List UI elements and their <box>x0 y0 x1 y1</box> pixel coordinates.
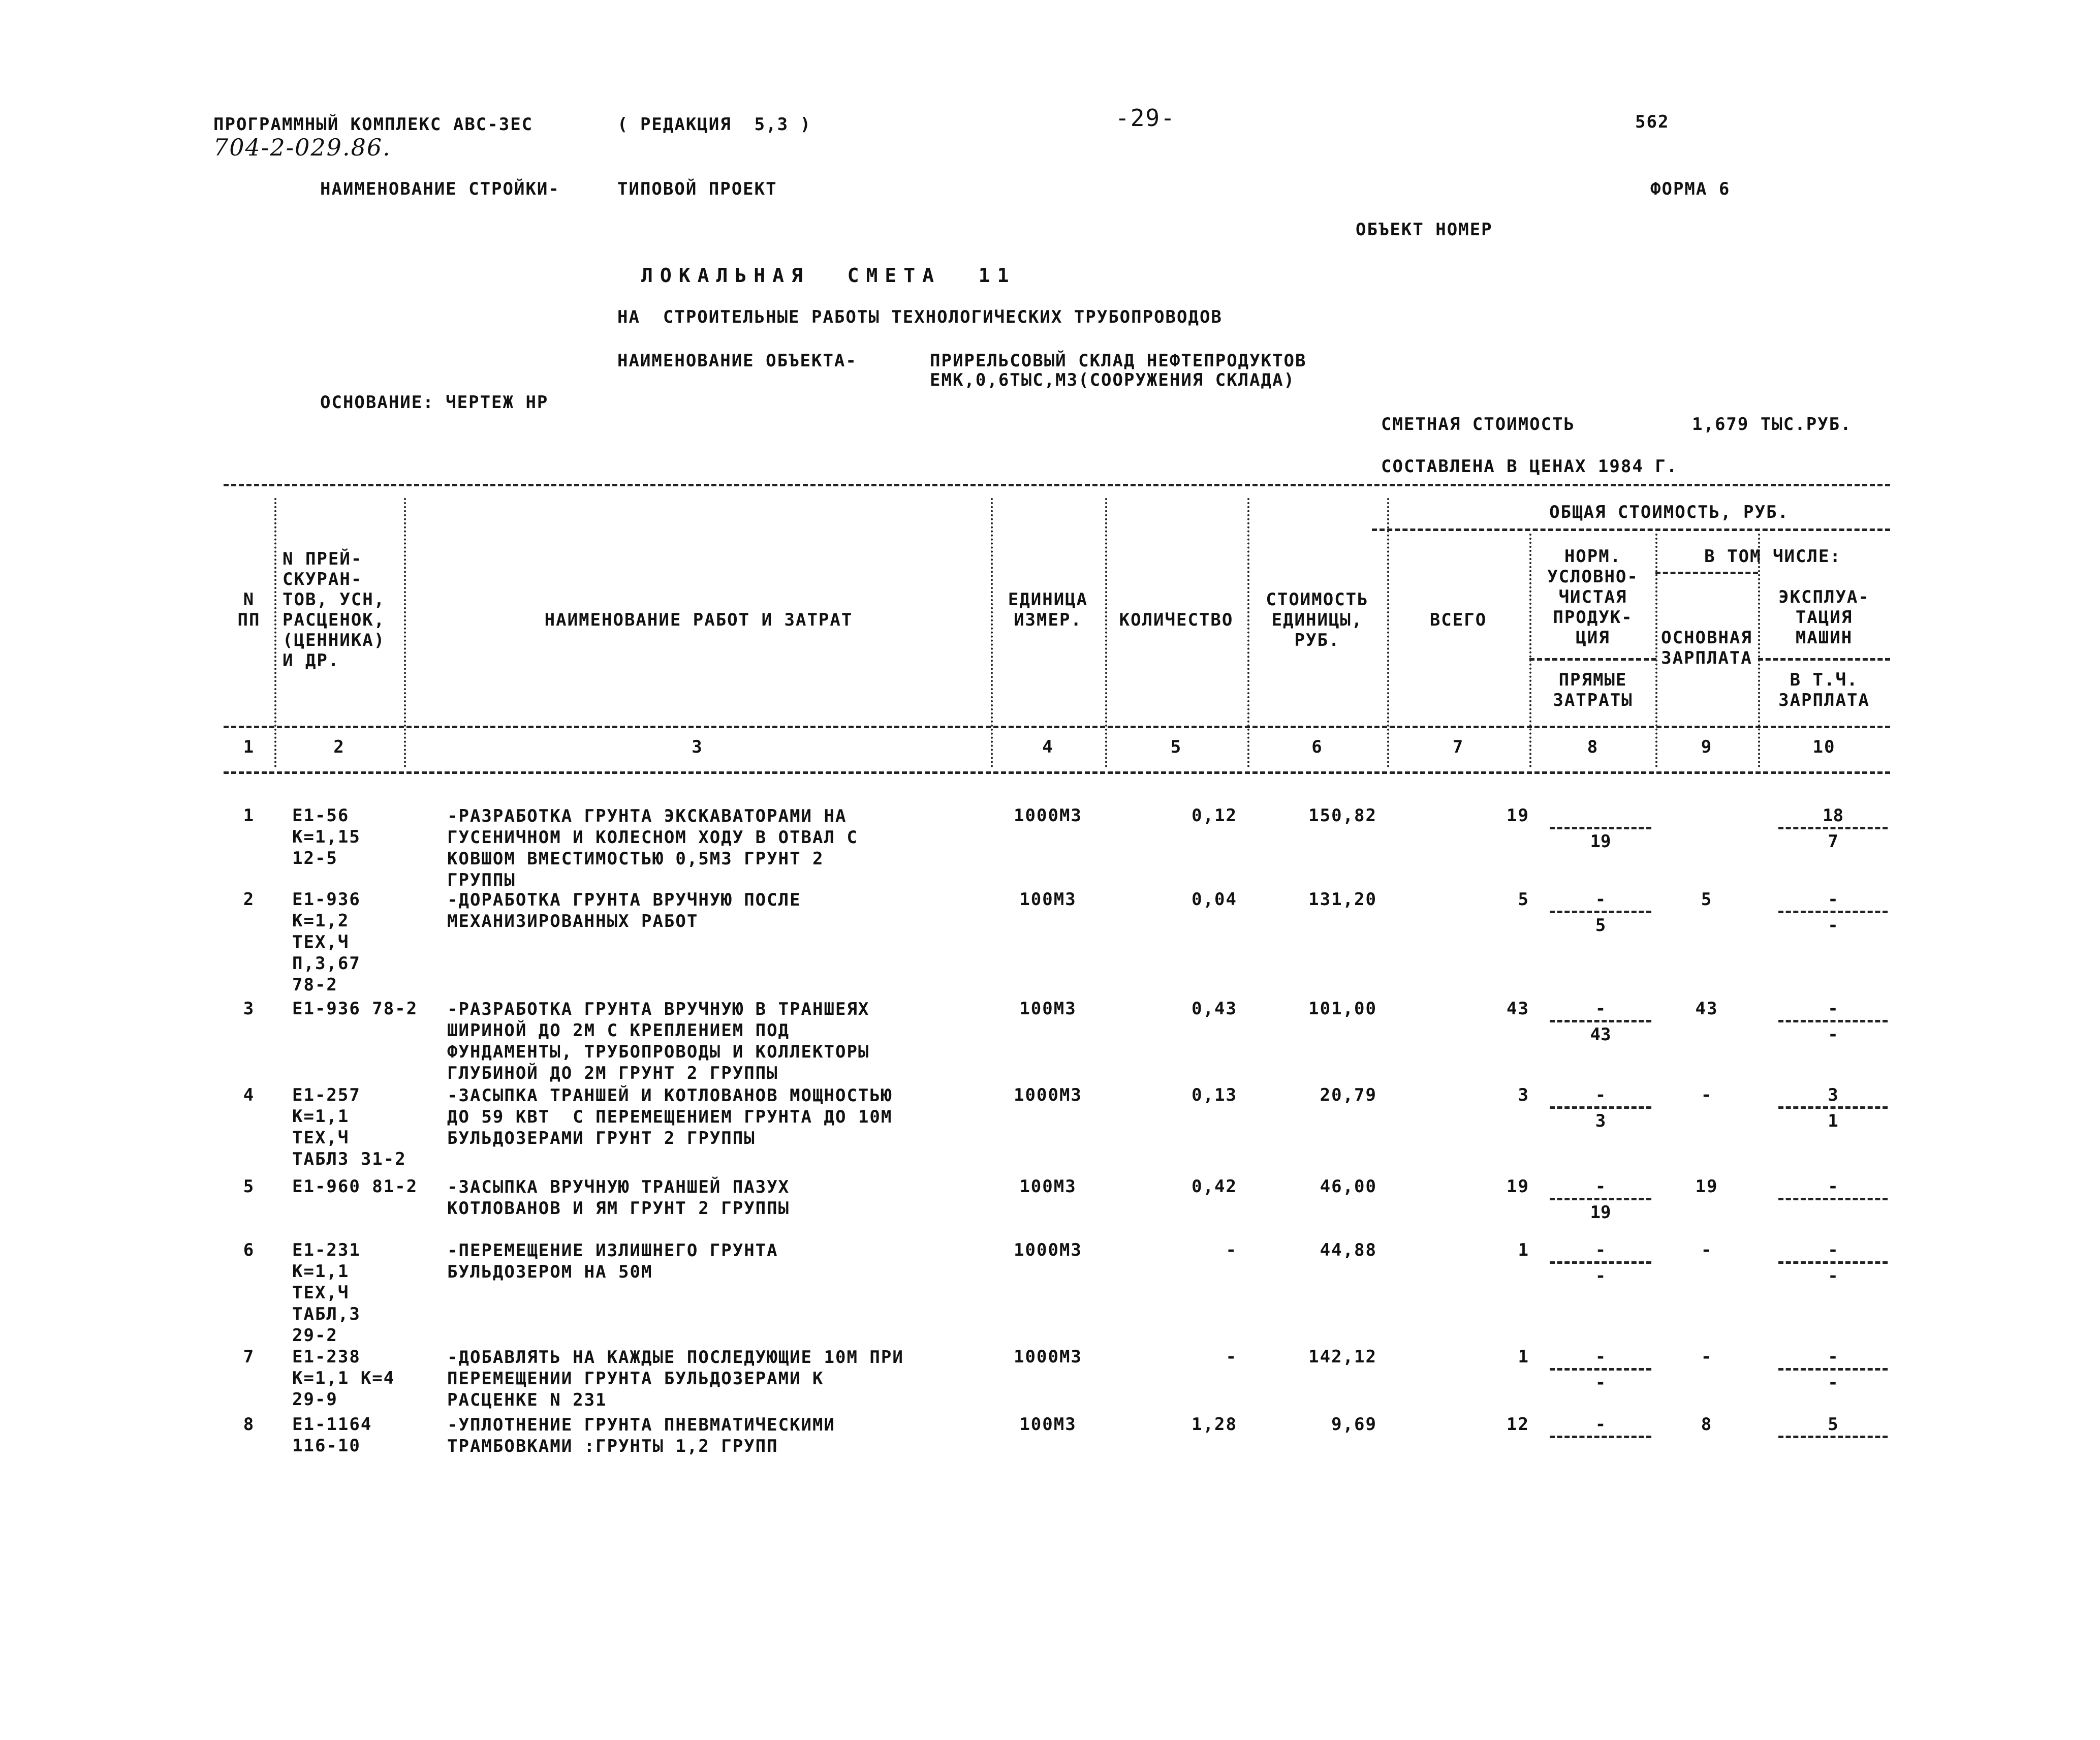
col10-header-line: ЭКСПЛУА- <box>1778 587 1870 607</box>
row-total: 19 <box>1507 1176 1529 1197</box>
col10-split-rule <box>1758 658 1890 661</box>
col8-header-line: ЧИСТАЯ <box>1558 587 1627 607</box>
row-quantity: 0,13 <box>1192 1085 1237 1105</box>
object-number: ОБЪЕКТ НОМЕР <box>1356 220 1493 240</box>
row-description: КОТЛОВАНОВ И ЯМ ГРУНТ 2 ГРУППЫ <box>447 1198 790 1219</box>
row-col10 <box>1778 1085 1888 1131</box>
row-code: К=1,1 К=4 <box>292 1368 395 1388</box>
total-cost-header: ОБЩАЯ СТОИМОСТЬ, РУБ. <box>1549 502 1789 522</box>
row-unit-price: 131,20 <box>1308 889 1377 910</box>
row-description: МЕХАНИЗИРОВАННЫХ РАБОТ <box>447 911 699 931</box>
row-col10-lower: - <box>1828 1266 1838 1286</box>
basis: ОСНОВАНИЕ: ЧЕРТЕЖ НР <box>320 392 549 413</box>
col-number: 8 <box>1587 737 1599 757</box>
row-base-salary: 5 <box>1701 889 1713 910</box>
row-col10-lower <box>1778 1202 1888 1223</box>
row-col10 <box>1778 1176 1888 1223</box>
row-col8-lower: 19 <box>1590 1202 1611 1223</box>
row-col8-divider <box>1550 1261 1651 1264</box>
col8-header-line: ЦИЯ <box>1576 628 1610 648</box>
row-code: Е1-257 <box>292 1085 361 1105</box>
row-col10-upper: - <box>1828 889 1838 910</box>
row-unit-price: 20,79 <box>1320 1085 1377 1105</box>
row-total: 19 <box>1507 805 1529 826</box>
row-unit: 100М3 <box>1019 1176 1077 1197</box>
row-col8-upper <box>1550 805 1651 826</box>
col2-header-line: N ПРЕЙ- <box>283 549 363 569</box>
row-col8 <box>1550 1414 1651 1461</box>
row-col8-divider <box>1550 911 1651 913</box>
row-number: 4 <box>243 1085 255 1105</box>
object-label: НАИМЕНОВАНИЕ ОБЪЕКТА- <box>617 351 857 371</box>
row-col10-divider <box>1778 1261 1888 1264</box>
row-col10-divider <box>1778 1106 1888 1109</box>
row-code: Е1-936 78-2 <box>292 999 418 1019</box>
col-number: 5 <box>1170 737 1182 757</box>
row-col10-lower: - <box>1828 1373 1838 1393</box>
col4-header-line: ИЗМЕР. <box>1014 610 1082 630</box>
row-col10-divider <box>1778 1436 1888 1438</box>
row-description: -ДОРАБОТКА ГРУНТА ВРУЧНУЮ ПОСЛЕ <box>447 890 801 910</box>
row-base-salary: - <box>1701 1240 1713 1260</box>
object-value-2: ЕМК,0,6ТЫС,М3(СООРУЖЕНИЯ СКЛАДА) <box>930 370 1296 390</box>
row-col8-lower: - <box>1595 1266 1606 1286</box>
col6-header-line: СТОИМОСТЬ <box>1266 589 1369 610</box>
col8-header-line: УСЛОВНО- <box>1547 567 1639 587</box>
col6-header-line: ЕДИНИЦЫ, <box>1271 610 1363 630</box>
row-code: 29-9 <box>292 1389 338 1410</box>
row-number: 7 <box>243 1347 255 1367</box>
row-code: 12-5 <box>292 848 338 868</box>
col8-header-line: ЗАТРАТЫ <box>1553 690 1633 710</box>
row-description: ГЛУБИНОЙ ДО 2М ГРУНТ 2 ГРУППЫ <box>447 1063 778 1083</box>
incl-rule <box>1655 572 1758 574</box>
row-col10-upper: - <box>1828 1347 1838 1367</box>
col3-header: НАИМЕНОВАНИЕ РАБОТ И ЗАТРАТ <box>544 610 853 630</box>
row-description: ГУСЕНИЧНОМ И КОЛЕСНОМ ХОДУ В ОТВАЛ С <box>447 827 858 848</box>
row-description: ПЕРЕМЕЩЕНИИ ГРУНТА БУЛЬДОЗЕРАМИ К <box>447 1369 824 1389</box>
row-col8-lower <box>1550 1440 1651 1461</box>
row-description: -ДОБАВЛЯТЬ НА КАЖДЫЕ ПОСЛЕДУЮЩИЕ 10М ПРИ <box>447 1347 904 1368</box>
row-col8-upper: - <box>1595 1240 1606 1260</box>
col-number: 10 <box>1812 737 1836 757</box>
construction-value: ТИПОВОЙ ПРОЕКТ <box>617 179 777 199</box>
col7-header: ВСЕГО <box>1429 610 1487 630</box>
row-description: ТРАМБОВКАМИ :ГРУНТЫ 1,2 ГРУПП <box>447 1436 778 1456</box>
row-col8-divider <box>1550 1368 1651 1371</box>
col10-header-line: В Т.Ч. <box>1790 670 1859 690</box>
estimated-cost-label: СМЕТНАЯ СТОИМОСТЬ <box>1381 414 1575 434</box>
row-number: 1 <box>243 805 255 826</box>
col-number: 9 <box>1701 737 1713 757</box>
row-number: 3 <box>243 999 255 1019</box>
row-code: К=1,2 <box>292 911 350 931</box>
col1-header-pp: ПП <box>237 610 261 630</box>
row-unit: 1000М3 <box>1014 1240 1082 1260</box>
row-col10-upper: 5 <box>1828 1414 1838 1435</box>
row-unit-price: 46,00 <box>1320 1176 1377 1197</box>
col-sep <box>1387 498 1389 767</box>
col9-header-line: ЗАРПЛАТА <box>1661 648 1752 668</box>
row-quantity: - <box>1226 1240 1237 1260</box>
row-base-salary: 8 <box>1701 1414 1713 1435</box>
row-description: -ЗАСЫПКА ТРАНШЕЙ И КОТЛОВАНОВ МОЩНОСТЬЮ <box>447 1085 893 1106</box>
row-code: Е1-1164 <box>292 1414 372 1435</box>
col2-header-line: ТОВ, УСН, <box>283 589 386 610</box>
row-col10 <box>1778 1414 1888 1461</box>
row-base-salary: 19 <box>1695 1176 1718 1197</box>
row-code: Е1-960 81-2 <box>292 1176 418 1197</box>
row-code: ТЕХ,Ч <box>292 1128 350 1148</box>
row-col8-lower: 43 <box>1590 1024 1611 1045</box>
row-col10-upper: - <box>1828 999 1838 1019</box>
col-number: 1 <box>243 737 255 757</box>
row-col10 <box>1778 999 1888 1045</box>
total-cost-rule <box>1372 529 1890 531</box>
row-col8-upper: - <box>1595 1085 1606 1105</box>
row-quantity: 0,04 <box>1192 889 1237 910</box>
row-col8-divider <box>1550 1198 1651 1200</box>
row-base-salary: - <box>1701 1347 1713 1367</box>
row-col10-divider <box>1778 827 1888 829</box>
row-col8-lower: 19 <box>1590 831 1611 852</box>
row-unit: 1000М3 <box>1014 805 1082 826</box>
row-quantity: - <box>1226 1347 1237 1367</box>
col5-header: КОЛИЧЕСТВО <box>1119 610 1234 630</box>
row-description: БУЛЬДОЗЕРАМИ ГРУНТ 2 ГРУППЫ <box>447 1128 756 1148</box>
col2-header-line: РАСЦЕНОК, <box>283 610 386 630</box>
row-code: Е1-56 <box>292 805 350 826</box>
row-total: 1 <box>1518 1240 1529 1260</box>
col-number: 7 <box>1452 737 1464 757</box>
row-total: 43 <box>1507 999 1529 1019</box>
row-col8-upper: - <box>1595 1414 1606 1435</box>
numbers-bottom-rule <box>224 771 1890 774</box>
col10-header-line: ТАЦИЯ <box>1795 607 1853 628</box>
row-description: -ПЕРЕМЕЩЕНИЕ ИЗЛИШНЕГО ГРУНТА <box>447 1240 778 1261</box>
row-unit: 100М3 <box>1019 999 1077 1019</box>
row-col8 <box>1550 999 1651 1045</box>
row-col10 <box>1778 1240 1888 1286</box>
row-unit-price: 142,12 <box>1308 1347 1377 1367</box>
handwritten-code: 704-2-029.86. <box>213 134 391 161</box>
object-value-1: ПРИРЕЛЬСОВЫЙ СКЛАД НЕФТЕПРОДУКТОВ <box>930 351 1307 371</box>
col-sep <box>274 498 276 767</box>
incl-header: В ТОМ ЧИСЛЕ: <box>1704 546 1841 567</box>
row-code: К=1,15 <box>292 827 361 847</box>
col-number: 3 <box>692 737 703 757</box>
row-col8-divider <box>1550 1106 1651 1109</box>
row-col10 <box>1778 805 1888 852</box>
row-col8 <box>1550 889 1651 936</box>
row-quantity: 0,12 <box>1192 805 1237 826</box>
row-unit: 1000М3 <box>1014 1085 1082 1105</box>
construction-label: НАИМЕНОВАНИЕ СТРОЙКИ- <box>320 179 560 199</box>
row-code: Е1-238 <box>292 1347 361 1367</box>
row-description: БУЛЬДОЗЕРОМ НА 50М <box>447 1262 653 1282</box>
col-number: 2 <box>333 737 345 757</box>
row-code: ТАБЛ3 31-2 <box>292 1149 406 1169</box>
row-description: КОВШОМ ВМЕСТИМОСТЬЮ 0,5М3 ГРУНТ 2 <box>447 849 824 869</box>
row-col8 <box>1550 1240 1651 1286</box>
row-code: 78-2 <box>292 975 338 995</box>
sheet-number: 562 <box>1635 112 1670 132</box>
row-unit-price: 101,00 <box>1308 999 1377 1019</box>
estimated-cost-value: 1,679 ТЫС.РУБ. <box>1692 414 1852 434</box>
row-code: Е1-936 <box>292 889 361 910</box>
row-col10-lower <box>1778 1440 1888 1461</box>
row-col8-lower: 3 <box>1595 1111 1606 1131</box>
row-description: -УПЛОТНЕНИЕ ГРУНТА ПНЕВМАТИЧЕСКИМИ <box>447 1415 835 1435</box>
row-unit: 100М3 <box>1019 1414 1077 1435</box>
col-number: 4 <box>1042 737 1054 757</box>
col-number: 6 <box>1311 737 1323 757</box>
col6-header-line: РУБ. <box>1294 630 1340 650</box>
row-col8 <box>1550 1176 1651 1223</box>
row-code: К=1,1 <box>292 1106 350 1127</box>
col2-header-line: СКУРАН- <box>283 569 363 589</box>
row-description: ШИРИНОЙ ДО 2М С КРЕПЛЕНИЕМ ПОД <box>447 1020 790 1041</box>
row-unit-price: 44,88 <box>1320 1240 1377 1260</box>
row-col8-lower: 5 <box>1595 915 1606 936</box>
row-col10-upper: 3 <box>1828 1085 1838 1105</box>
row-col8-lower: - <box>1595 1373 1606 1393</box>
row-base-salary: 43 <box>1695 999 1718 1019</box>
col10-header-line: МАШИН <box>1795 628 1853 648</box>
row-col8-upper: - <box>1595 889 1606 910</box>
row-col8-upper: - <box>1595 999 1606 1019</box>
col2-header-line: (ЦЕННИКА) <box>283 630 386 650</box>
row-col8 <box>1550 1085 1651 1131</box>
row-code: ТЕХ,Ч <box>292 1283 350 1303</box>
col8-header-line: ПРЯМЫЕ <box>1558 670 1627 690</box>
row-total: 12 <box>1507 1414 1529 1435</box>
col8-split-rule <box>1529 658 1656 661</box>
row-col10-upper: 18 <box>1823 805 1843 826</box>
row-col10-lower: 1 <box>1828 1111 1838 1131</box>
prices-note: СОСТАВЛЕНА В ЦЕНАХ 1984 Г. <box>1381 456 1678 477</box>
col1-header-n: N <box>243 589 255 610</box>
col8-header-line: НОРМ. <box>1564 546 1622 567</box>
row-description: ФУНДАМЕНТЫ, ТРУБОПРОВОДЫ И КОЛЛЕКТОРЫ <box>447 1042 870 1062</box>
page-number: -29- <box>1115 104 1176 132</box>
row-base-salary: - <box>1701 1085 1713 1105</box>
row-col8-divider <box>1550 1436 1651 1438</box>
row-unit-price: 9,69 <box>1331 1414 1377 1435</box>
row-col10-lower: 7 <box>1828 831 1838 852</box>
row-description: РАСЦЕНКЕ N 231 <box>447 1390 607 1410</box>
col8-header-line: ПРОДУК- <box>1553 607 1633 628</box>
header-bottom-rule <box>224 726 1890 728</box>
document-title: ЛОКАЛЬНАЯ СМЕТА 11 <box>641 264 1016 287</box>
row-description: -РАЗРАБОТКА ГРУНТА ЭКСКАВАТОРАМИ НА <box>447 806 847 826</box>
col-sep <box>991 498 993 767</box>
row-code: 29-2 <box>292 1325 338 1346</box>
row-code: П,3,67 <box>292 953 361 974</box>
row-col8-upper: - <box>1595 1347 1606 1367</box>
row-code: ТАБЛ,3 <box>292 1304 361 1324</box>
row-col8-divider <box>1550 827 1651 829</box>
row-unit-price: 150,82 <box>1308 805 1377 826</box>
col-sep <box>404 498 406 767</box>
row-quantity: 1,28 <box>1192 1414 1237 1435</box>
col2-header-line: И ДР. <box>283 650 340 671</box>
row-quantity: 0,43 <box>1192 999 1237 1019</box>
row-col8-upper: - <box>1595 1176 1606 1197</box>
row-col10 <box>1778 1347 1888 1393</box>
table-top-rule <box>224 484 1890 486</box>
row-total: 5 <box>1518 889 1529 910</box>
program-name: ПРОГРАММНЫЙ КОМПЛЕКС АВС-3ЕС <box>213 114 534 135</box>
row-number: 6 <box>243 1240 255 1260</box>
row-col10 <box>1778 889 1888 936</box>
row-col10-upper: - <box>1828 1240 1838 1260</box>
row-number: 2 <box>243 889 255 910</box>
row-number: 8 <box>243 1414 255 1435</box>
row-description: -РАЗРАБОТКА ГРУНТА ВРУЧНУЮ В ТРАНШЕЯХ <box>447 999 870 1019</box>
row-col10-divider <box>1778 1198 1888 1200</box>
row-col10-divider <box>1778 1368 1888 1371</box>
row-col10-lower: - <box>1828 1024 1838 1045</box>
row-quantity: 0,42 <box>1192 1176 1237 1197</box>
row-unit: 100М3 <box>1019 889 1077 910</box>
row-description: -ЗАСЫПКА ВРУЧНУЮ ТРАНШЕЙ ПАЗУХ <box>447 1177 790 1197</box>
edition: ( РЕДАКЦИЯ 5,3 ) <box>617 114 811 135</box>
row-code: ТЕХ,Ч <box>292 932 350 952</box>
row-code: К=1,1 <box>292 1261 350 1282</box>
row-col8 <box>1550 1347 1651 1393</box>
row-total: 3 <box>1518 1085 1529 1105</box>
col10-header-line: ЗАРПЛАТА <box>1778 690 1870 710</box>
row-col8-divider <box>1550 1020 1651 1022</box>
row-code: 116-10 <box>292 1436 361 1456</box>
row-description: ГРУППЫ <box>447 870 516 890</box>
row-code: Е1-231 <box>292 1240 361 1260</box>
row-description: ДО 59 КВТ С ПЕРЕМЕЩЕНИЕМ ГРУНТА ДО 10М <box>447 1107 893 1127</box>
row-col8 <box>1550 805 1651 852</box>
col4-header-line: ЕДИНИЦА <box>1008 589 1088 610</box>
col9-header-line: ОСНОВНАЯ <box>1661 628 1752 648</box>
document-subtitle: НА СТРОИТЕЛЬНЫЕ РАБОТЫ ТЕХНОЛОГИЧЕСКИХ ТРУБОПРОВОДОВ <box>617 307 1223 327</box>
row-col10-upper: - <box>1828 1176 1838 1197</box>
col-sep <box>1105 498 1107 767</box>
row-col10-divider <box>1778 911 1888 913</box>
col-sep <box>1758 534 1760 767</box>
row-col10-lower: - <box>1828 915 1838 936</box>
row-number: 5 <box>243 1176 255 1197</box>
form-label: ФОРМА 6 <box>1650 179 1731 199</box>
row-unit: 1000М3 <box>1014 1347 1082 1367</box>
row-total: 1 <box>1518 1347 1529 1367</box>
row-col10-divider <box>1778 1020 1888 1022</box>
